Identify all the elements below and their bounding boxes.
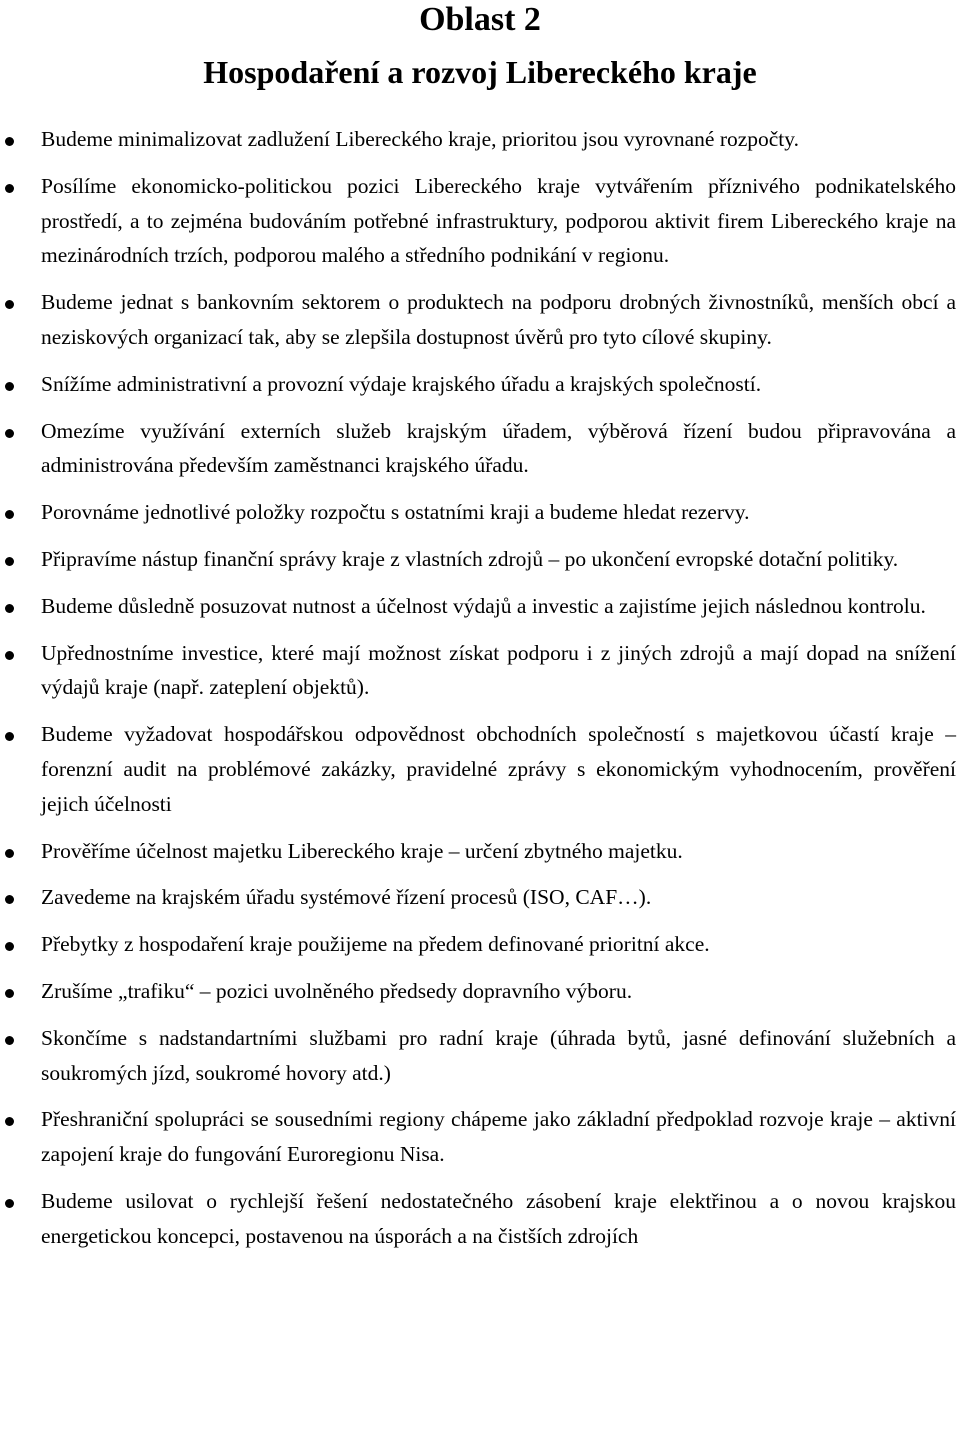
bullet-dot-icon xyxy=(5,651,14,660)
list-item xyxy=(0,414,960,484)
page-subtitle: Hospodaření a rozvoj Libereckého kraje xyxy=(203,54,757,90)
bullet-dot-icon xyxy=(5,429,14,438)
list-item xyxy=(0,1184,960,1254)
list-item xyxy=(0,927,960,962)
bullet-dot-icon xyxy=(5,849,14,858)
page-title: Oblast 2 xyxy=(419,1,541,38)
list-item-text: Posílíme ekonomicko-politickou pozici Libereckého kraje vytvářením příznivého podnikatelského prostředí, a to zejména budováním potřebné infrastruktury, podporou aktivit firem Libereckého kraje na mezinárodních trzích, podporou malého a středního podnikání v regionu. xyxy=(41,173,956,268)
bullet-dot-icon xyxy=(5,510,14,519)
bullet-dot-icon xyxy=(5,942,14,951)
list-item-text: Budeme jednat s bankovním sektorem o produktech na podporu drobných živnostníků, menších obcí a neziskových organizací tak, aby se zlepšila dostupnost úvěrů pro tyto cílové skupiny. xyxy=(41,290,956,349)
list-item-text: Zavedeme na krajském úřadu systémové řízení procesů (ISO, CAF…). xyxy=(41,885,652,910)
bullet-list xyxy=(0,122,960,1254)
bullet-dot-icon xyxy=(5,557,14,566)
list-item-text: Prověříme účelnost majetku Libereckého kraje – určení zbytného majetku. xyxy=(41,838,683,863)
bullet-dot-icon xyxy=(5,184,14,193)
list-item xyxy=(0,122,960,157)
bullet-dot-icon xyxy=(5,732,14,741)
list-item xyxy=(0,169,960,273)
bullet-dot-icon xyxy=(5,1036,14,1045)
bullet-dot-icon xyxy=(5,895,14,904)
list-item xyxy=(0,285,960,355)
list-item xyxy=(0,495,960,530)
list-item-text: Přebytky z hospodaření kraje použijeme na předem definované prioritní akce. xyxy=(41,932,710,957)
list-item xyxy=(0,1021,960,1091)
list-item-text: Porovnáme jednotlivé položky rozpočtu s ostatními kraji a budeme hledat rezervy. xyxy=(41,500,750,525)
list-item xyxy=(0,1102,960,1172)
list-item xyxy=(0,542,960,577)
list-item xyxy=(0,367,960,402)
list-item-text: Skončíme s nadstandartními službami pro radní kraje (úhrada bytů, jasné definování služebních a soukromých jízd, soukromé hovory atd.) xyxy=(41,1025,956,1085)
title-block xyxy=(0,0,960,92)
list-item xyxy=(0,974,960,1009)
bullet-dot-icon xyxy=(5,382,14,391)
list-item xyxy=(0,636,960,706)
list-item-text: Budeme usilovat o rychlejší řešení nedostatečného zásobení kraje elektřinou a o novou krajskou energetickou koncepci, postavenou na úsporách a na čistších zdrojích xyxy=(41,1188,956,1248)
list-item-text: Budeme minimalizovat zadlužení Libereckého kraje, prioritou jsou vyrovnané rozpočty. xyxy=(41,127,800,151)
list-item-text: Omezíme využívání externích služeb krajským úřadem, výběrová řízení budou připravována a administrována především zaměstnanci krajského úřadu. xyxy=(41,418,956,478)
list-item-text: Snížíme administrativní a provozní výdaje krajského úřadu a krajských společností. xyxy=(41,371,762,396)
bullet-dot-icon xyxy=(5,604,14,613)
bullet-dot-icon xyxy=(5,1199,14,1208)
list-item-text: Budeme důsledně posuzovat nutnost a účelnost výdajů a investic a zajistíme jejich následnou kontrolu. xyxy=(41,593,926,618)
list-item-text: Budeme vyžadovat hospodářskou odpovědnost obchodních společností s majetkovou účastí kraje – forenzní audit na problémové zakázky, pravidelné zprávy s ekonomickým vyhodnocením, prověření jejich účelnosti xyxy=(41,722,956,816)
bullet-dot-icon xyxy=(5,300,14,309)
list-item xyxy=(0,589,960,624)
list-item-text: Připravíme nástup finanční správy kraje z vlastních zdrojů – po ukončení evropské dotační politiky. xyxy=(41,546,899,571)
list-item xyxy=(0,880,960,915)
bullet-dot-icon xyxy=(5,1117,14,1126)
bullet-dot-icon xyxy=(5,989,14,998)
bullet-dot-icon xyxy=(5,137,14,146)
list-item xyxy=(0,834,960,869)
list-item-text: Upřednostníme investice, které mají možnost získat podporu i z jiných zdrojů a mají dopad na snížení výdajů kraje (např. zateplení objektů). xyxy=(41,640,956,700)
list-item xyxy=(0,717,960,821)
list-item-text: Zrušíme „trafiku“ – pozici uvolněného předsedy dopravního výboru. xyxy=(41,978,633,1003)
list-item-text: Přeshraniční spolupráci se sousedními regiony chápeme jako základní předpoklad rozvoje kraje – aktivní zapojení kraje do fungování Euroregionu Nisa. xyxy=(41,1107,956,1167)
